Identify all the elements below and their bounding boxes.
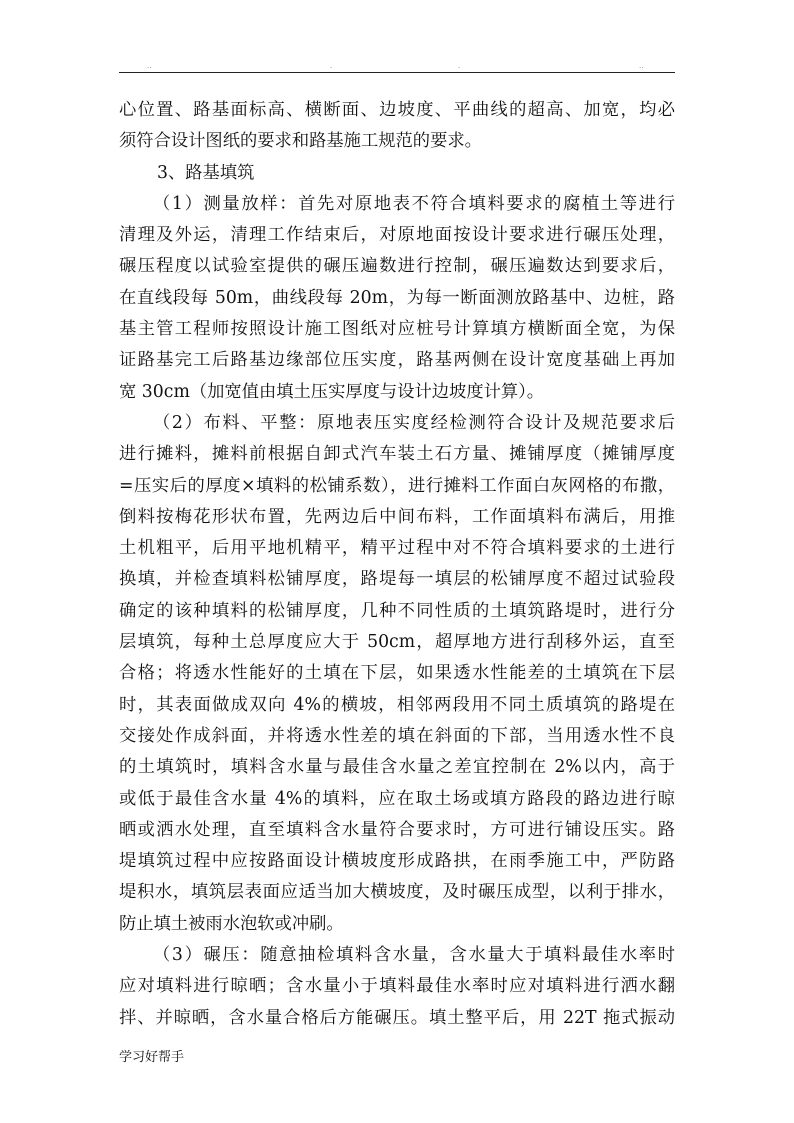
text-line: 心位置、路基面标高、横断面、边坡度、平曲线的超高、加宽，均必 xyxy=(119,100,675,120)
text-line: 证路基完工后路基边缘部位压实度，路基两侧在设计宽度基础上再加 xyxy=(119,350,675,371)
header-mark: .. xyxy=(147,62,152,70)
text-line: 的土填筑时，填料含水量与最佳含水量之差宜控制在 2%以内，高于 xyxy=(119,757,675,778)
text-line: 合格；将透水性能好的土填在下层，如果透水性能差的土填筑在下层 xyxy=(119,663,675,684)
text-line: 在直线段每 50m，曲线段每 20m，为每一断面测放路基中、边桩，路 xyxy=(119,287,675,308)
paragraph-start-line: （1）测量放样：首先对原地表不符合填料要求的腐植土等进行 xyxy=(153,193,675,214)
text-line: =压实后的厚度×填料的松铺系数），进行摊料工作面白灰网格的布撒， xyxy=(119,475,675,496)
text-line: 确定的该种填料的松铺厚度，几种不同性质的土填筑路堤时，进行分 xyxy=(119,600,675,621)
header-mark: .. xyxy=(639,62,644,70)
text-line: 换填，并检查填料松铺厚度，路堤每一填层的松铺厚度不超过试验段 xyxy=(119,569,675,590)
text-line: 进行摊料，摊料前根据自卸式汽车装土石方量、摊铺厚度（摊铺厚度 xyxy=(119,444,675,465)
text-line: 交接处作成斜面，并将透水性差的填在斜面的下部，当用透水性不良 xyxy=(119,725,675,746)
text-line: 堤填筑过程中应按路面设计横坡度形成路拱，在雨季施工中，严防路 xyxy=(119,851,675,872)
section-heading: 3、路基填筑 xyxy=(157,162,255,183)
text-line: 拌、并晾晒，含水量合格后方能碾压。填土整平后，用 22T 拖式振动 xyxy=(119,1007,675,1028)
text-line: 应对填料进行晾晒；含水量小于填料最佳水率时应对填料进行洒水翻 xyxy=(119,976,675,997)
text-line: 时，其表面做成双向 4%的横坡，相邻两段用不同土质填筑的路堤在 xyxy=(119,694,675,715)
text-line: 碾压程度以试验室提供的碾压遍数进行控制，碾压遍数达到要求后， xyxy=(119,256,675,277)
text-line: 宽 30cm（加宽值由填土压实厚度与设计边坡度计算）。 xyxy=(119,381,545,402)
text-line: 堤积水，填筑层表面应适当加大横坡度，及时碾压成型，以利于排水， xyxy=(119,882,675,903)
paragraph-start-line: （2）布料、平整：原地表压实度经检测符合设计及规范要求后 xyxy=(153,412,675,433)
paragraph-start-line: （3）碾压：随意抽检填料含水量，含水量大于填料最佳水率时 xyxy=(153,945,675,966)
text-line: 基主管工程师按照设计施工图纸对应桩号计算填方横断面全宽，为保 xyxy=(119,319,675,340)
header-mark: . xyxy=(458,62,461,70)
header-mark: . xyxy=(330,62,333,70)
header-rule xyxy=(119,72,675,73)
text-line: 须符合设计图纸的要求和路基施工规范的要求。 xyxy=(119,131,482,152)
text-line: 土机粗平，后用平地机精平，精平过程中对不符合填料要求的土进行 xyxy=(119,538,675,559)
text-line: 倒料按梅花形状布置，先两边后中间布料，工作面填料布满后，用推 xyxy=(119,506,675,527)
text-line: 清理及外运，清理工作结束后，对原地面按设计要求进行碾压处理， xyxy=(119,225,675,246)
text-line: 层填筑，每种土总厚度应大于 50cm，超厚地方进行刮移外运，直至 xyxy=(119,632,675,653)
text-line: 防止填土被雨水泡软或冲刷。 xyxy=(119,913,344,934)
text-line: 晒或洒水处理，直至填料含水量符合要求时，方可进行铺设压实。路 xyxy=(119,819,675,840)
document-body xyxy=(119,95,675,1034)
text-line: 或低于最佳含水量 4%的填料，应在取土场或填方路段的路边进行晾 xyxy=(119,788,675,809)
footer-text: 学习好帮手 xyxy=(119,1050,185,1065)
